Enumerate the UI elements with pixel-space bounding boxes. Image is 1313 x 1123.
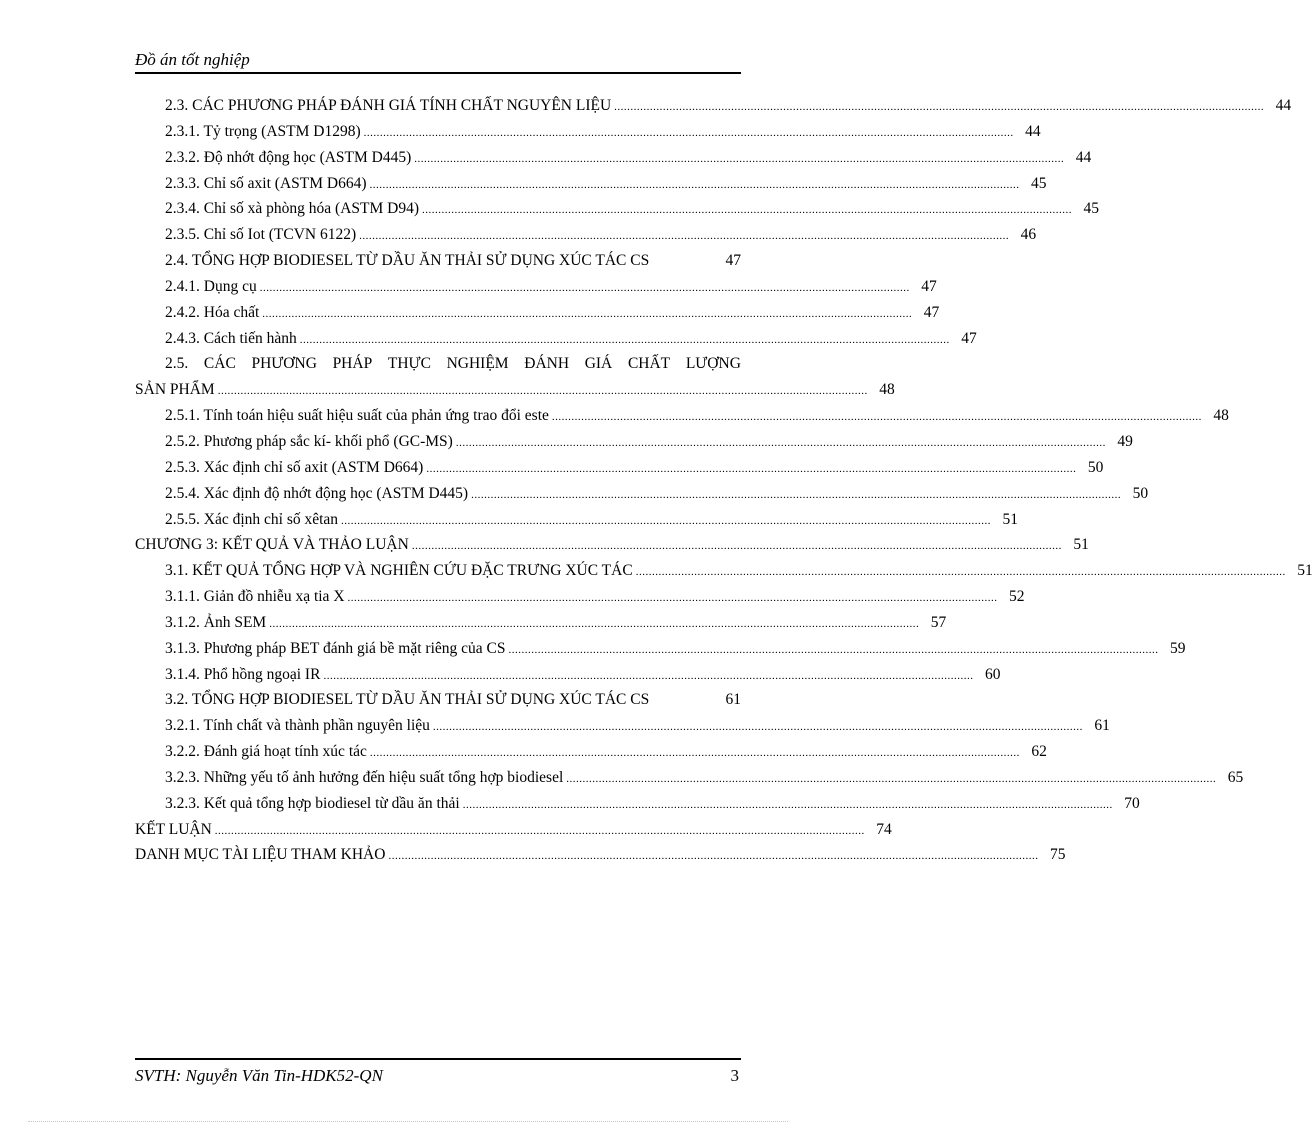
toc-heading-word: ĐÁNH [524,355,570,373]
toc-entry-page: 45 [1083,200,1100,218]
toc-leader-dots: ........................................................................................................................................................................................................ [422,204,1073,217]
toc-entry-title: 2.3. CÁC PHƯƠNG PHÁP ĐÁNH GIÁ TÍNH CHẤT NGUYÊN LIỆU [165,97,612,114]
toc-entry-title: 3.2.2. Đánh giá hoạt tính xúc tác [165,743,367,761]
toc-entry[interactable] [135,662,1001,688]
toc-entry[interactable] [135,377,895,403]
toc-entry-page: 49 [1117,432,1133,450]
toc-entry-page: 44 [1075,148,1092,166]
toc-entry-title: 3.2. TỔNG HỢP BIODIESEL TỪ DẦU ĂN THẢI SỬ DỤNG XÚC TÁC CS [165,691,650,709]
toc-entry-page: 62 [1031,743,1047,761]
toc-leader-dots: ........................................................................................................................................................................................................ [359,230,1010,243]
toc-entry-page: 51 [1002,510,1019,528]
toc-entry[interactable] [135,248,741,274]
toc-entry[interactable] [135,842,1066,868]
toc-entry-page: 75 [1049,846,1066,864]
toc-entry[interactable] [135,791,1140,817]
toc-heading-word: CÁC [203,355,236,373]
toc-entry-page: 44 [1025,122,1041,140]
toc-heading-word: LƯỢNG [685,355,741,373]
toc-entry[interactable] [135,481,1149,507]
toc-entry-title: 3.1.2. Ảnh SEM [165,613,267,631]
toc-entry-title: CHƯƠNG 3: KẾT QUẢ VÀ THẢO LUẬN [135,536,409,554]
toc-leader-dots: ........................................................................................................................................................................................................ [414,152,1065,165]
toc-entry-page: 52 [1009,588,1025,606]
toc-leader-dots: ........................................................................................................................................................................................................ [471,488,1122,501]
footer-author: SVTH: Nguyễn Văn Tin-HDK52-QN [135,1066,383,1085]
toc-leader-dots: ........................................................................................................................................................................................................ [214,824,865,837]
toc-entry-page: 61 [1094,717,1110,735]
toc-leader-dots: ........................................................................................................................................................................................................ [426,462,1077,475]
toc-entry-title: 3.2.3. Kết quả tổng hợp biodiesel từ dầu ăn thải [165,794,460,812]
toc-leader-dots: ........................................................................................................................................................................................................ [566,772,1217,785]
toc-entry[interactable] [135,610,947,636]
toc-entry-page: 47 [921,277,937,295]
toc-entry-title: 3.1.1. Giản đồ nhiễu xạ tia X [165,588,345,606]
toc-leader-dots: ........................................................................................................................................................................................................ [614,101,1265,113]
toc-heading-word: GIÁ [584,355,613,373]
toc-entry[interactable] [135,171,1047,197]
toc-entry-page: 47 [923,303,940,321]
toc-entry-title: 2.5.4. Xác định độ nhớt động học (ASTM D445) [165,484,469,502]
toc-entry-title: 3.1.3. Phương pháp BET đánh giá bề mặt riêng của CS [165,639,506,657]
toc-entry-page: 44 [1275,97,1292,114]
toc-entry-page: 70 [1124,794,1140,812]
toc-entry-page: 47 [725,252,741,270]
toc-entry-page: 57 [930,613,947,631]
toc-entry[interactable] [135,687,741,713]
page-footer [135,1058,741,1090]
toc-leader-dots: ........................................................................................................................................................................................................ [388,850,1039,863]
toc-entry-title: 2.3.5. Chỉ số Iot (TCVN 6122) [165,226,357,244]
footer-page-number: 3 [730,1066,739,1085]
toc-entry-title: 2.4.1. Dụng cụ [165,277,257,295]
toc-heading-word: THỰC [387,355,431,373]
toc-entry-page: 50 [1132,484,1149,502]
toc-entry-title: 2.3.1. Tỷ trọng (ASTM D1298) [165,122,361,140]
toc-entry[interactable] [135,119,1041,145]
toc-entry-page: 59 [1169,639,1186,657]
table-of-contents [135,93,1313,868]
toc-leader-dots: ........................................................................................................................................................................................................ [635,566,1286,579]
toc-entry-page: 45 [1031,174,1047,192]
toc-entry[interactable] [135,507,1019,533]
toc-leader-dots: ........................................................................................................................................................................................................ [259,281,910,294]
page-bottom-border [28,1121,788,1122]
toc-entry-title: KẾT LUẬN [135,820,212,838]
toc-entry-page: 47 [961,329,977,347]
toc-heading-word: CHẤT [627,355,671,373]
toc-entry-title: 3.1.4. Phổ hồng ngoại IR [165,665,321,683]
toc-entry-title: 2.3.2. Độ nhớt động học (ASTM D445) [165,148,412,166]
toc-entry-page: 60 [984,665,1001,683]
toc-leader-dots: ........................................................................................................................................................................................................ [341,514,992,527]
toc-entry[interactable] [135,274,937,300]
toc-entry[interactable] [135,351,741,377]
toc-entry-page: 74 [876,820,892,838]
toc-entry-title: 3.1. KẾT QUẢ TỔNG HỢP VÀ NGHIÊN CỨU ĐẶC TRƯNG XÚC TÁC [165,562,633,580]
toc-leader-dots: ........................................................................................................................................................................................................ [323,669,974,682]
toc-entry[interactable] [135,222,1037,248]
toc-entry-title: DANH MỤC TÀI LIỆU THAM KHẢO [135,846,386,864]
toc-entry[interactable] [135,93,1292,119]
header-title: Đồ án tốt nghiệp [135,50,250,69]
toc-leader-dots: ........................................................................................................................................................................................................ [508,643,1159,656]
toc-leader-dots: ........................................................................................................................................................................................................ [369,178,1020,191]
toc-entry[interactable] [135,713,1110,739]
toc-heading-word: PHƯƠNG [251,355,317,373]
toc-entry[interactable] [135,584,1025,610]
toc-entry-page: 65 [1227,768,1244,786]
toc-entry-page: 48 [879,381,895,399]
toc-heading-word: NGHIỆM [446,355,509,373]
toc-entry[interactable] [135,455,1104,481]
toc-entry[interactable] [135,403,1229,429]
toc-entry[interactable] [135,636,1186,662]
page-header [135,48,741,74]
toc-entry-page: 51 [1073,536,1089,554]
toc-entry-title: 3.2.1. Tính chất và thành phần nguyên liệu [165,717,430,735]
toc-entry-title: 2.4. TỔNG HỢP BIODIESEL TỪ DẦU ĂN THẢI SỬ DỤNG XÚC TÁC CS [165,252,650,270]
toc-entry-title: 3.2.3. Những yếu tố ảnh hưởng đến hiệu suất tổng hợp biodiesel [165,768,564,786]
toc-entry[interactable] [135,326,977,352]
toc-leader-dots: ........................................................................................................................................................................................................ [455,436,1106,449]
toc-heading-word: PHÁP [332,355,373,373]
toc-entry-page: 61 [725,691,741,709]
toc-entry-title: 2.5.1. Tính toán hiệu suất hiệu suất của phản ứng trao đổi este [165,407,549,425]
toc-leader-dots: ........................................................................................................................................................................................................ [217,385,868,398]
toc-entry-title: 2.5.3. Xác định chỉ số axit (ASTM D664) [165,458,424,476]
toc-entry[interactable] [135,739,1047,765]
toc-entry-title: SẢN PHẨM [135,381,215,399]
toc-entry[interactable] [135,196,1100,222]
toc-entry[interactable] [135,558,1313,584]
toc-heading-word: 2.5. [165,355,189,373]
toc-entry-title [165,351,741,377]
toc-leader-dots: ........................................................................................................................................................................................................ [432,721,1083,734]
toc-entry-title: 2.3.4. Chỉ số xà phòng hóa (ASTM D94) [165,200,420,218]
toc-entry[interactable] [135,145,1092,171]
toc-entry[interactable] [135,300,940,326]
toc-entry-title: 2.5.5. Xác định chỉ số xêtan [165,510,339,528]
toc-leader-dots: ........................................................................................................................................................................................................ [299,333,950,346]
toc-entry[interactable] [135,817,892,843]
toc-leader-dots: ........................................................................................................................................................................................................ [262,307,913,320]
toc-entry[interactable] [135,765,1244,791]
toc-entry-page: 51 [1297,562,1313,580]
toc-leader-dots: ........................................................................................................................................................................................................ [363,126,1014,139]
toc-leader-dots: ........................................................................................................................................................................................................ [411,540,1062,553]
toc-entry[interactable] [135,429,1133,455]
toc-entry[interactable] [135,532,1089,558]
toc-leader-dots: ........................................................................................................................................................................................................ [462,798,1113,811]
toc-entry-title: 2.5.2. Phương pháp sắc kí- khối phổ (GC-MS) [165,432,453,450]
toc-entry-title: 2.4.3. Cách tiến hành [165,329,297,347]
toc-entry-title: 2.4.2. Hóa chất [165,303,260,321]
toc-leader-dots: ........................................................................................................................................................................................................ [347,592,998,605]
toc-leader-dots: ........................................................................................................................................................................................................ [551,411,1202,424]
toc-entry-title: 2.3.3. Chỉ số axit (ASTM D664) [165,174,367,192]
toc-entry-page: 46 [1020,226,1037,244]
toc-leader-dots: ........................................................................................................................................................................................................ [269,617,920,630]
toc-entry-page: 50 [1087,458,1104,476]
toc-leader-dots: ........................................................................................................................................................................................................ [369,747,1020,760]
toc-entry-page: 48 [1213,407,1229,425]
